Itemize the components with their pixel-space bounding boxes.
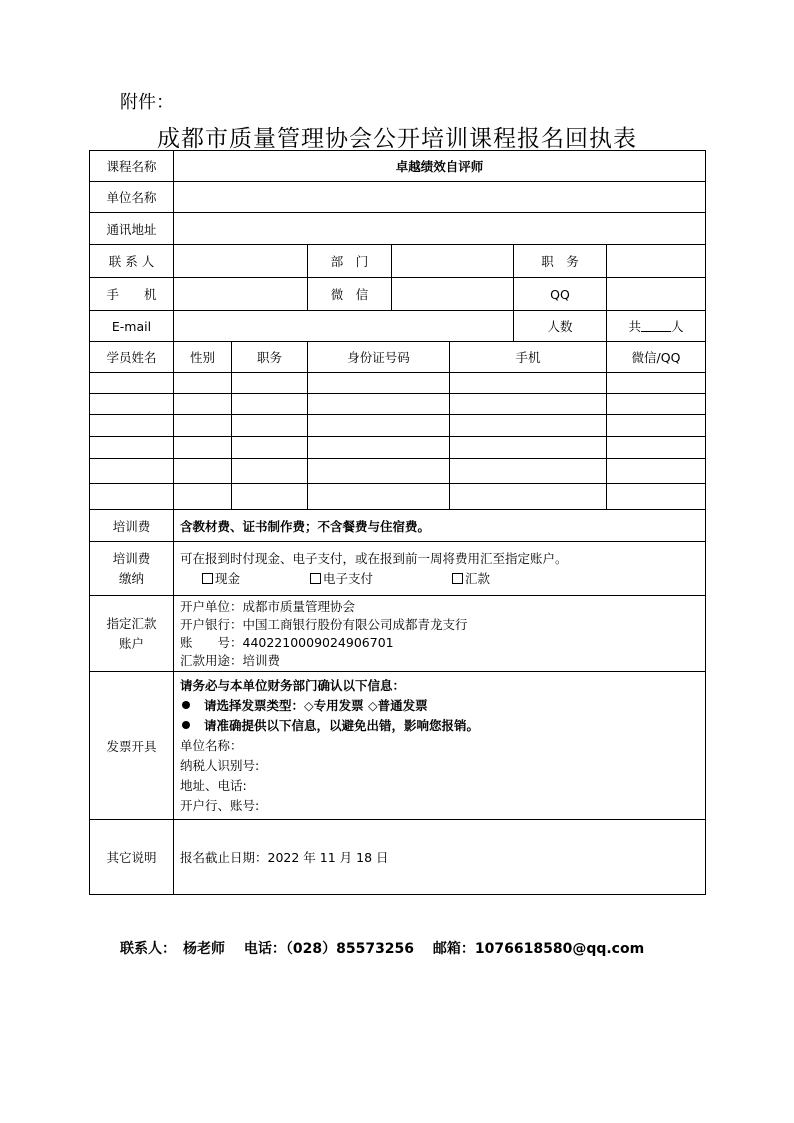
footer-email[interactable]: 邮箱：1076618580@qq.com bbox=[432, 941, 645, 957]
email-label: E-mail bbox=[90, 311, 174, 342]
unit-name-field[interactable] bbox=[174, 182, 706, 213]
checkbox-icon bbox=[202, 573, 213, 584]
department-field[interactable] bbox=[392, 245, 514, 278]
attachment-label: 附件： bbox=[120, 92, 174, 113]
payment-option-transfer[interactable]: 汇款 bbox=[452, 571, 490, 586]
table-row[interactable] bbox=[90, 394, 706, 415]
invoice-type[interactable]: 请选择发票类型：◇专用发票 ◇普通发票 bbox=[204, 697, 428, 713]
account-bank: 开户银行：中国工商银行股份有限公司成都青龙支行 bbox=[180, 616, 468, 632]
payment-label: 培训费 缴纳 bbox=[90, 542, 174, 596]
fee-note: 含教材费、证书制作费；不含餐费与住宿费。 bbox=[174, 510, 706, 542]
invoice-address-phone-field[interactable]: 地址、电话: bbox=[180, 777, 247, 793]
student-gender-header: 性别 bbox=[174, 342, 232, 373]
invoice-cell bbox=[174, 672, 706, 820]
department-label: 部 门 bbox=[308, 245, 392, 278]
bullet-icon bbox=[182, 721, 190, 729]
headcount-label: 人数 bbox=[514, 311, 607, 342]
invoice-unit-name-field[interactable]: 单位名称： bbox=[180, 737, 243, 753]
payment-note: 可在报到时付现金、电子支付，或在报到前一周将费用汇至指定账户。 bbox=[180, 550, 568, 566]
email-field[interactable] bbox=[174, 311, 514, 342]
fee-label: 培训费 bbox=[90, 510, 174, 542]
address-field[interactable] bbox=[174, 213, 706, 245]
course-name-value[interactable]: 卓越绩效自评师 bbox=[174, 151, 706, 182]
course-name-label: 课程名称 bbox=[90, 151, 174, 182]
qq-label: QQ bbox=[514, 278, 607, 311]
footer-phone: 电话：（028）85573256 bbox=[243, 941, 415, 957]
students-header-row bbox=[90, 342, 706, 373]
position-label: 职 务 bbox=[514, 245, 607, 278]
qq-field[interactable] bbox=[607, 278, 706, 311]
student-name-header: 学员姓名 bbox=[90, 342, 174, 373]
table-row[interactable] bbox=[90, 437, 706, 459]
address-label: 通讯地址 bbox=[90, 213, 174, 245]
wechat-field[interactable] bbox=[392, 278, 514, 311]
table-row[interactable] bbox=[90, 373, 706, 394]
invoice-label: 发票开具 bbox=[90, 672, 174, 820]
invoice-accuracy-note: 请准确提供以下信息，以避免出错，影响您报销。 bbox=[204, 717, 480, 733]
table-row[interactable] bbox=[90, 415, 706, 437]
footer-contact-line bbox=[120, 938, 658, 958]
student-position-header: 职务 bbox=[232, 342, 308, 373]
contact-field[interactable] bbox=[174, 245, 308, 278]
bullet-icon bbox=[182, 701, 190, 709]
invoice-notice: 请务必与本单位财务部门确认以下信息： bbox=[180, 677, 406, 693]
student-mobile-header: 手机 bbox=[450, 342, 607, 373]
position-field[interactable] bbox=[607, 245, 706, 278]
page-title: 成都市质量管理协会公开培训课程报名回执表 bbox=[157, 126, 637, 152]
payment-option-electronic[interactable]: 电子支付 bbox=[310, 569, 448, 589]
student-id-header: 身份证号码 bbox=[308, 342, 450, 373]
invoice-taxpayer-id-field[interactable]: 纳税人识别号: bbox=[180, 757, 260, 773]
account-info bbox=[174, 596, 706, 672]
account-holder: 开户单位：成都市质量管理协会 bbox=[180, 598, 356, 614]
payment-option-cash[interactable]: 现金 bbox=[202, 569, 306, 589]
deadline-note: 报名截止日期：2022 年 11 月 18 日 bbox=[174, 820, 706, 895]
invoice-bank-account-field[interactable]: 开户行、账号: bbox=[180, 797, 260, 813]
mobile-field[interactable] bbox=[174, 278, 308, 311]
contact-label: 联 系 人 bbox=[90, 245, 174, 278]
other-label: 其它说明 bbox=[90, 820, 174, 895]
mobile-label: 手 机 bbox=[90, 278, 174, 311]
account-purpose: 汇款用途：培训费 bbox=[180, 652, 281, 668]
registration-form bbox=[89, 150, 706, 895]
checkbox-icon bbox=[310, 573, 321, 584]
account-label: 指定汇款 账户 bbox=[90, 596, 174, 672]
payment-cell bbox=[174, 542, 706, 596]
wechat-label: 微 信 bbox=[308, 278, 392, 311]
unit-name-label: 单位名称 bbox=[90, 182, 174, 213]
headcount-field[interactable]: 共 人 bbox=[607, 311, 706, 342]
checkbox-icon bbox=[452, 573, 463, 584]
footer-contact: 联系人： 杨老师 bbox=[120, 941, 225, 957]
student-wechat-header: 微信/QQ bbox=[607, 342, 706, 373]
account-number: 账 号：4402210009024906701 bbox=[180, 634, 394, 650]
table-row[interactable] bbox=[90, 459, 706, 484]
table-row[interactable] bbox=[90, 484, 706, 510]
